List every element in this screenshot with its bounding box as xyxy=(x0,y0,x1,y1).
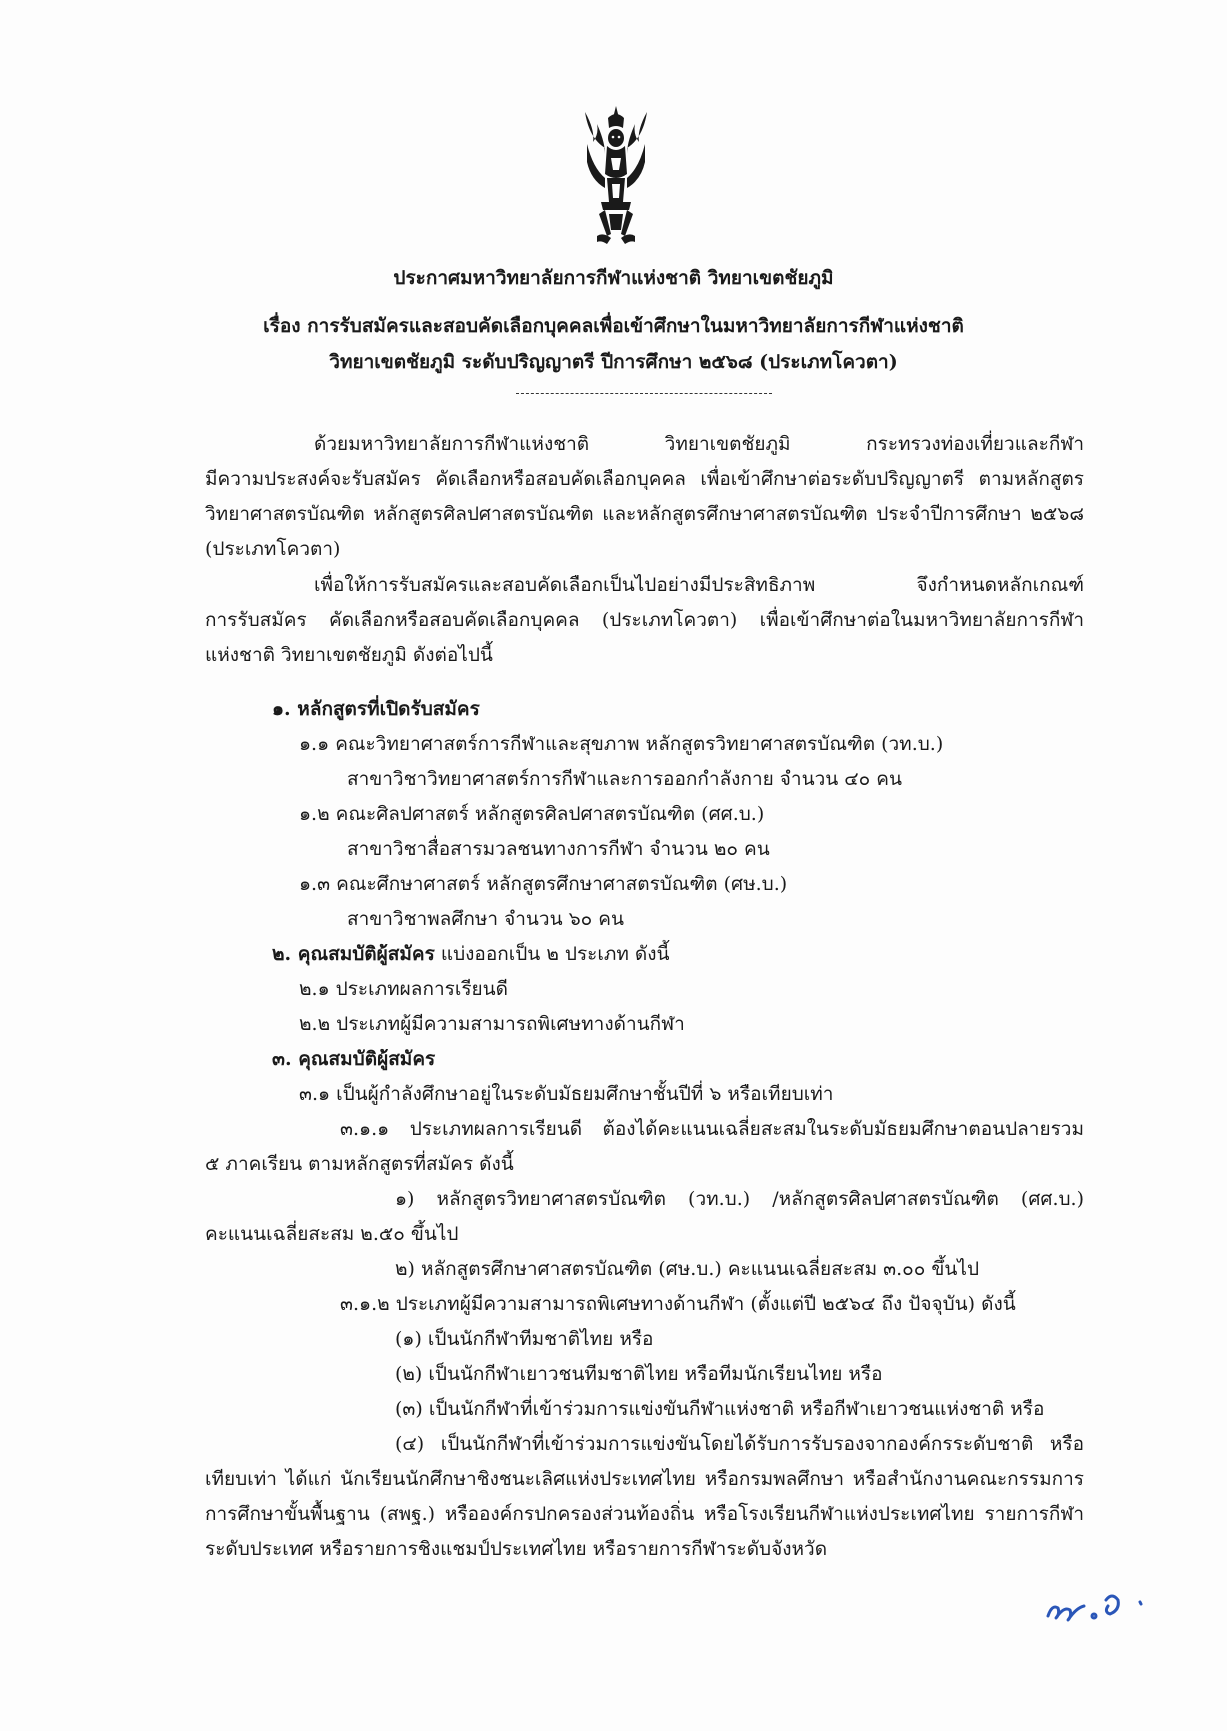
section2-item1: ๒.๑ ประเภทผลการเรียนดี xyxy=(299,978,508,1000)
criteria-1-line2: คะแนนเฉลี่ยสะสม ๒.๕๐ ขึ้นไป xyxy=(205,1223,459,1245)
header-divider xyxy=(516,393,772,394)
intro-p2-line2: การรับสมัคร คัดเลือกหรือสอบคัดเลือกบุคคล (ประเภทโควตา) เพื่อเข้าศึกษาต่อในมหาวิทยาลัยการกีฬา xyxy=(205,609,1084,631)
section1-item1-line1: ๑.๑ คณะวิทยาศาสตร์การกีฬาและสุขภาพ หลักสูตรวิทยาศาสตรบัณฑิต (วท.บ.) xyxy=(299,733,944,755)
section3-1-2: ๓.๑.๒ ประเภทผู้มีความสามารถพิเศษทางด้านกีฬา (ตั้งแต่ปี ๒๕๖๔ ถึง ปัจจุบัน) ดังนี้ xyxy=(340,1293,1016,1315)
criteria-2: ๒) หลักสูตรศึกษาศาสตรบัณฑิต (ศษ.บ.) คะแนนเฉลี่ยสะสม ๓.๐๐ ขึ้นไป xyxy=(395,1258,980,1280)
section1-item2-line1: ๑.๒ คณะศิลปศาสตร์ หลักสูตรศิลปศาสตรบัณฑิต (ศศ.บ.) xyxy=(299,803,765,825)
garuda-emblem-icon xyxy=(583,104,649,264)
section3-1-1-line2: ๕ ภาคเรียน ตามหลักสูตรที่สมัคร ดังนี้ xyxy=(205,1153,514,1175)
sport-criteria-4-line3: การศึกษาขั้นพื้นฐาน (สพฐ.) หรือองค์กรปกครองส่วนท้องถิ่น หรือโรงเรียนกีฬาแห่งประเทศไทย รายการกีฬา xyxy=(205,1503,1084,1525)
sport-criteria-2: (๒) เป็นนักกีฬาเยาวชนทีมชาติไทย หรือทีมนักเรียนไทย หรือ xyxy=(395,1363,883,1385)
sport-criteria-3: (๓) เป็นนักกีฬาที่เข้าร่วมการแข่งขันกีฬาแห่งชาติ หรือกีฬาเยาวชนแห่งชาติ หรือ xyxy=(395,1398,1045,1420)
section3-1: ๓.๑ เป็นผู้กำลังศึกษาอยู่ในระดับมัธยมศึกษาชั้นปีที่ ๖ หรือเทียบเท่า xyxy=(299,1083,834,1105)
intro-p1-line3: วิทยาศาสตรบัณฑิต หลักสูตรศิลปศาสตรบัณฑิต และหลักสูตรศึกษาศาสตรบัณฑิต ประจำปีการศึกษา ๒๕๖๘ xyxy=(205,503,1084,525)
criteria-1-line1: ๑) หลักสูตรวิทยาศาสตรบัณฑิต (วท.บ.) /หลักสูตรศิลปศาสตรบัณฑิต (ศศ.บ.) xyxy=(395,1188,1084,1210)
section2-heading: ๒. คุณสมบัติผู้สมัคร xyxy=(272,943,435,965)
announcement-title: ประกาศมหาวิทยาลัยการกีฬาแห่งชาติ วิทยาเขตชัยภูมิ xyxy=(393,267,834,289)
section2-heading-line xyxy=(272,942,670,966)
announcement-subject-continued: วิทยาเขตชัยภูมิ ระดับปริญญาตรี ปีการศึกษา ๒๕๖๘ (ประเภทโควตา) xyxy=(329,351,898,373)
section3-1-1-line1: ๓.๑.๑ ประเภทผลการเรียนดี ต้องได้คะแนนเฉลี่ยสะสมในระดับมัธยมศึกษาตอนปลายรวม xyxy=(340,1118,1084,1140)
section1-item3-line2: สาขาวิชาพลศึกษา จำนวน ๖๐ คน xyxy=(347,908,625,930)
section1-item3-line1: ๑.๓ คณะศึกษาศาสตร์ หลักสูตรศึกษาศาสตรบัณฑิต (ศษ.บ.) xyxy=(299,873,788,895)
handwritten-initials-signature xyxy=(1040,1570,1160,1630)
intro-p1-line1: ด้วยมหาวิทยาลัยการกีฬาแห่งชาติ วิทยาเขตชัยภูมิ กระทรวงท่องเที่ยวและกีฬา xyxy=(314,433,1084,455)
intro-p1-line4: (ประเภทโควตา) xyxy=(205,538,341,560)
sport-criteria-1: (๑) เป็นนักกีฬาทีมชาติไทย หรือ xyxy=(395,1328,654,1350)
sport-criteria-4-line1: (๔) เป็นนักกีฬาที่เข้าร่วมการแข่งขันโดยได้รับการรับรองจากองค์กรระดับชาติ หรือ xyxy=(395,1433,1084,1455)
section3-heading: ๓. คุณสมบัติผู้สมัคร xyxy=(272,1048,436,1070)
section1-item2-line2: สาขาวิชาสื่อสารมวลชนทางการกีฬา จำนวน ๒๐ คน xyxy=(347,838,770,860)
intro-p2-line3: แห่งชาติ วิทยาเขตชัยภูมิ ดังต่อไปนี้ xyxy=(205,644,493,666)
section1-heading: ๑. หลักสูตรที่เปิดรับสมัคร xyxy=(272,698,480,720)
announcement-subject: เรื่อง การรับสมัครและสอบคัดเลือกบุคคลเพื่อเข้าศึกษาในมหาวิทยาลัยการกีฬาแห่งชาติ xyxy=(263,315,964,337)
section1-item1-line2: สาขาวิชาวิทยาศาสตร์การกีฬาและการออกกำลังกาย จำนวน ๔๐ คน xyxy=(347,768,902,790)
sport-criteria-4-line4: ระดับประเทศ หรือรายการชิงแชมป์ประเทศไทย หรือรายการกีฬาระดับจังหวัด xyxy=(205,1538,828,1560)
section2-item2: ๒.๒ ประเภทผู้มีความสามารถพิเศษทางด้านกีฬา xyxy=(299,1013,685,1035)
intro-p1-line2: มีความประสงค์จะรับสมัคร คัดเลือกหรือสอบคัดเลือกบุคคล เพื่อเข้าศึกษาต่อระดับปริญญาตรี ตามหลักสูตร xyxy=(205,468,1084,490)
intro-p2-line1: เพื่อให้การรับสมัครและสอบคัดเลือกเป็นไปอย่างมีประสิทธิภาพ จึงกำหนดหลักเกณฑ์ xyxy=(314,574,1084,596)
section2-heading-rest: แบ่งออกเป็น ๒ ประเภท ดังนี้ xyxy=(434,943,670,965)
sport-criteria-4-line2: เทียบเท่า ได้แก่ นักเรียนนักศึกษาชิงชนะเลิศแห่งประเทศไทย หรือกรมพลศึกษา หรือสำนักงานคณะกรรมการ xyxy=(205,1468,1084,1490)
